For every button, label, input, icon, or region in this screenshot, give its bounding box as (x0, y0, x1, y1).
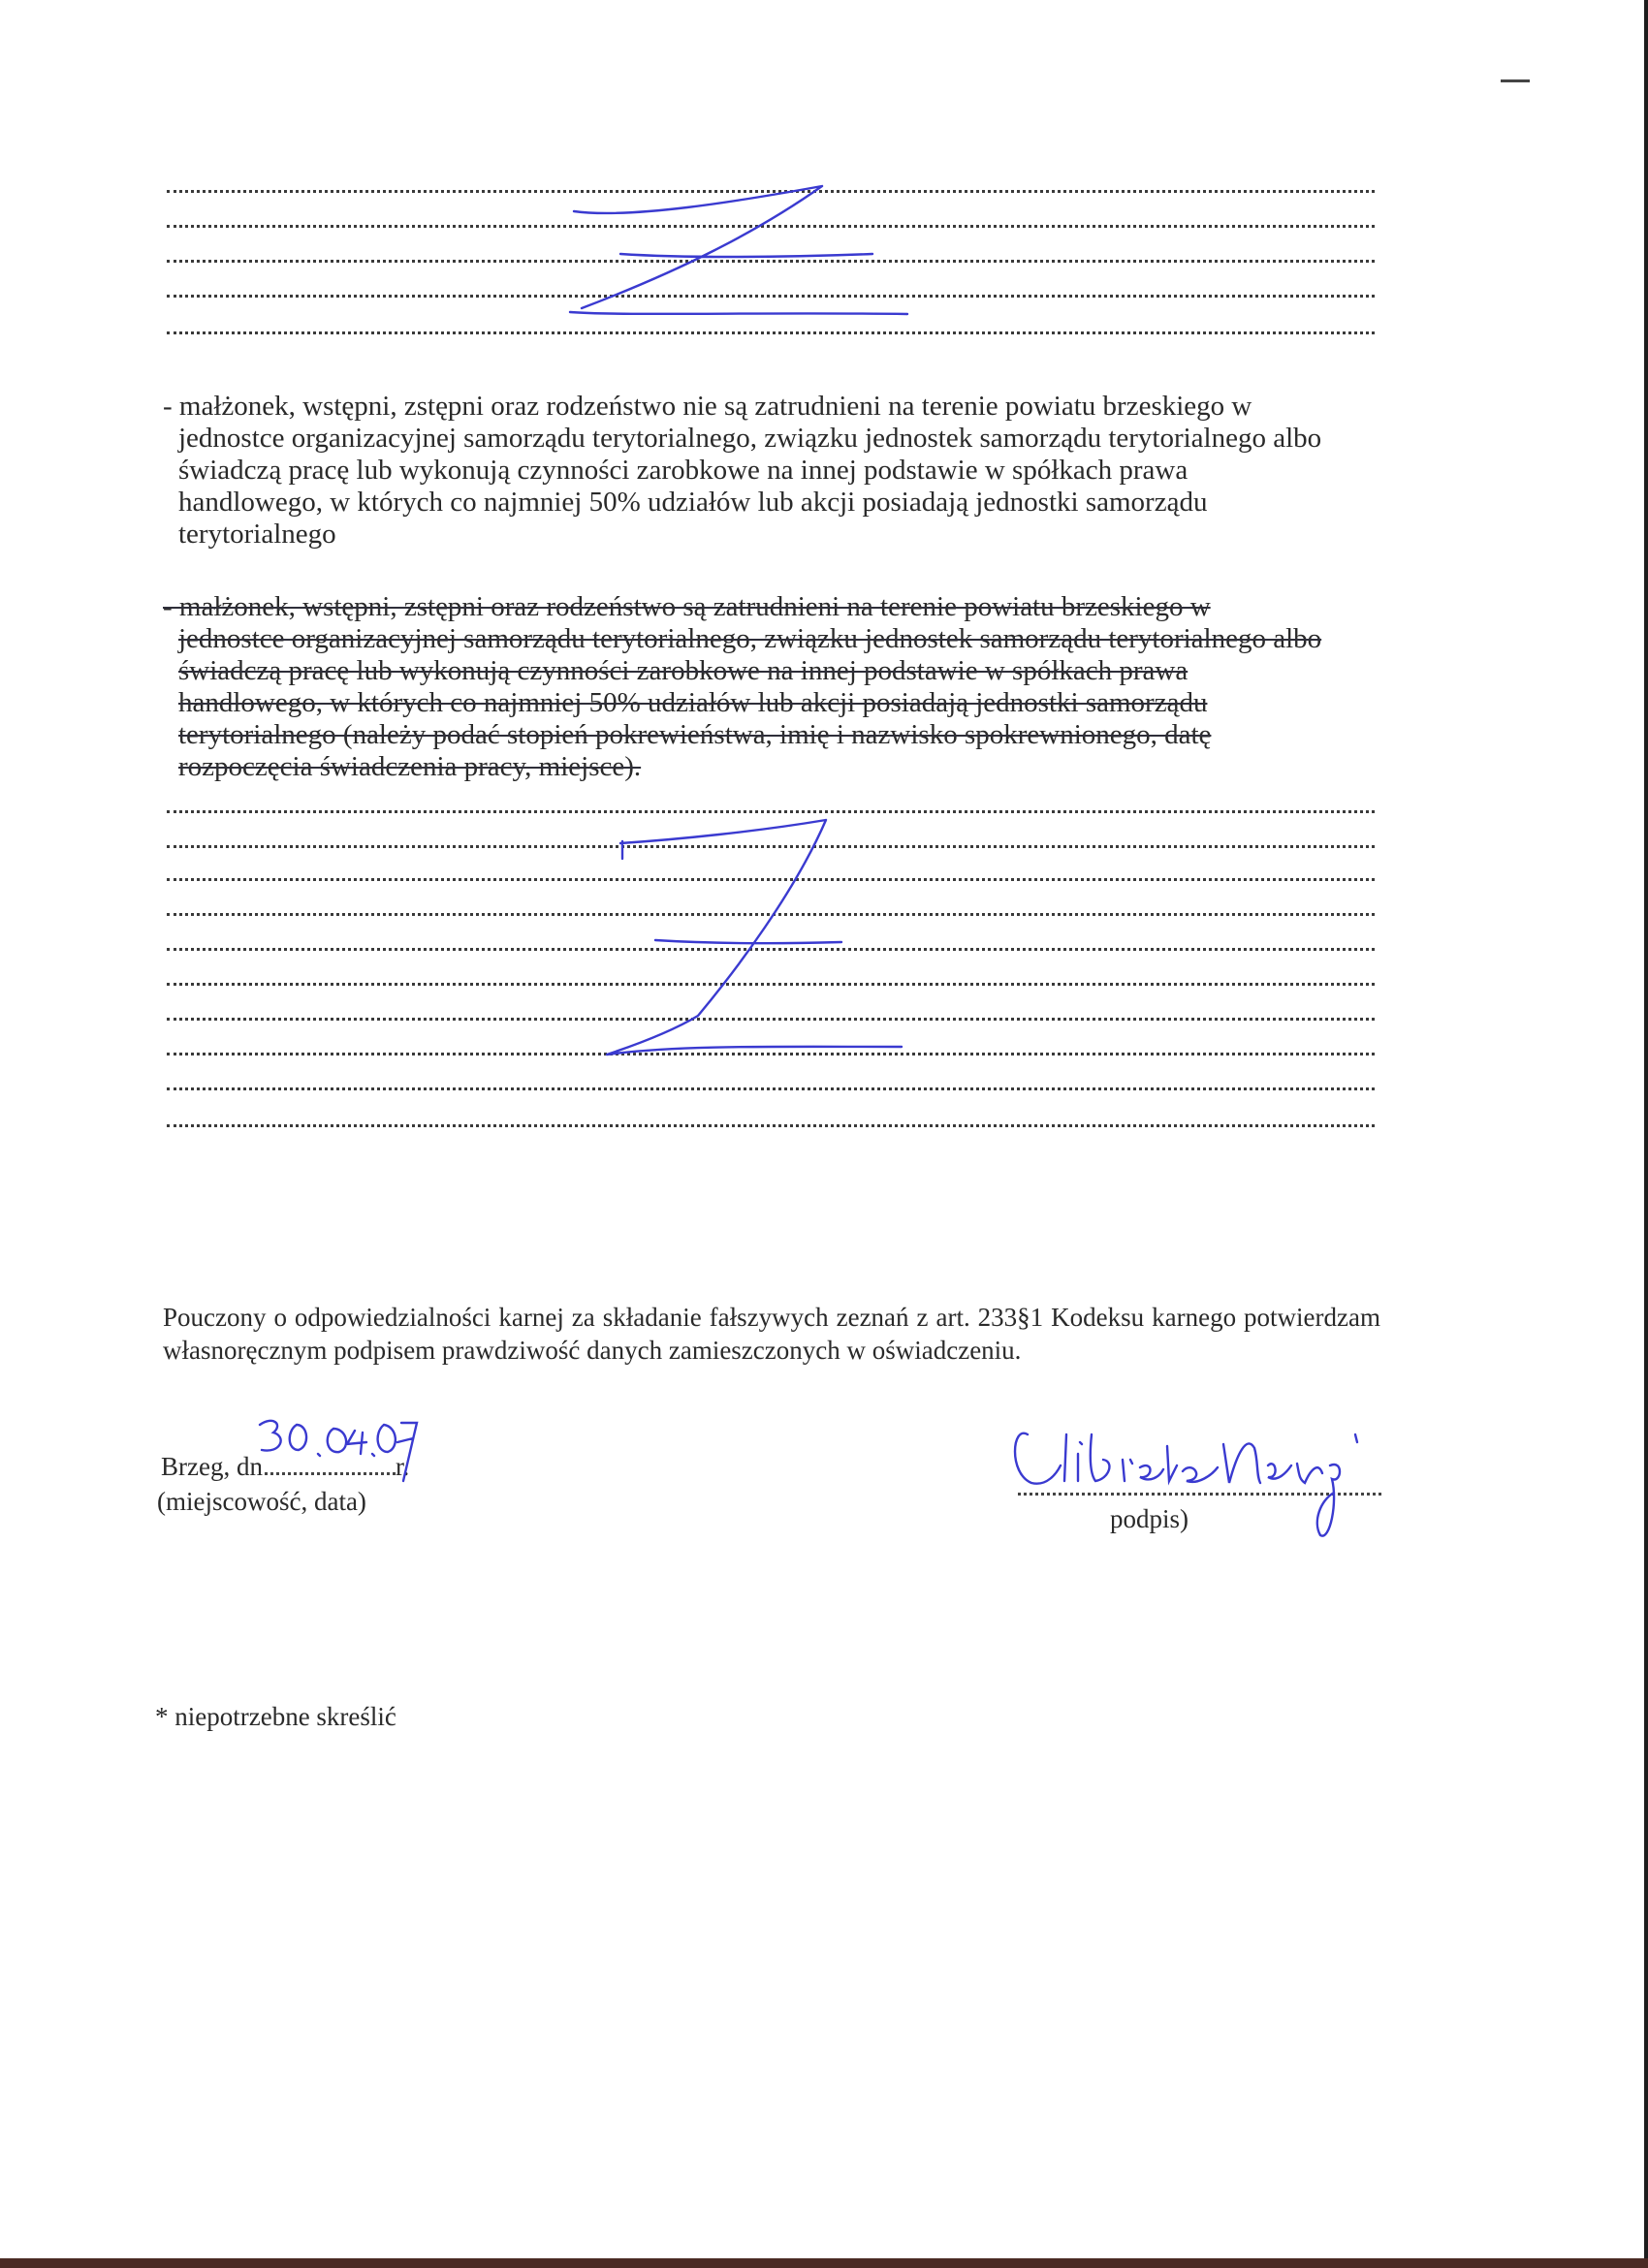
signature-caption: podpis) (1110, 1504, 1188, 1533)
dotted-line (167, 1124, 1375, 1127)
dotted-line (167, 983, 1375, 986)
statement-line: handlowego, w których co najmniej 50% udziałów lub akcji posiadają jednostki samorządu (178, 687, 1208, 718)
place-date-field (161, 1452, 409, 1482)
statement-employed-struck (163, 591, 1394, 783)
date-dotted-blank (265, 1472, 396, 1475)
dotted-line (167, 225, 1375, 228)
dotted-line (167, 845, 1375, 848)
place-label: Brzeg, dn (161, 1452, 263, 1481)
dotted-line (167, 295, 1375, 298)
perjury-declaration: Pouczony o odpowiedzialności karnej za składanie fałszywych zeznań z art. 233§1 Kodeksu karnego potwierdzam własnoręcznym podpisem prawdziwość danych zamieszczonych w oświadczeniu. (163, 1303, 1380, 1365)
statement-line: terytorialnego (178, 519, 336, 550)
scan-mark (1501, 79, 1530, 82)
statement-not-employed (163, 391, 1394, 551)
place-date-caption: (miejscowość, data) (157, 1487, 366, 1516)
statement-line: terytorialnego (należy podać stopień pokrewieństwa, imię i nazwisko spokrewnionego, datę (178, 719, 1212, 750)
dotted-line (167, 1018, 1375, 1021)
signature-dotted-blank (1018, 1493, 1381, 1496)
dotted-line (167, 948, 1375, 951)
dotted-line (167, 331, 1375, 334)
dotted-line (167, 260, 1375, 263)
statement-line: jednostce organizacyjnej samorządu terytorialnego, związku jednostek samorządu terytorialnego albo (178, 423, 1322, 454)
scan-edge-right (1644, 0, 1648, 2268)
statement-line: świadczą pracę lub wykonują czynności zarobkowe na innej podstawie w spółkach prawa (178, 455, 1188, 486)
place-suffix: r. (395, 1452, 410, 1481)
statement-line: rozpoczęcia świadczenia pracy, miejsce). (178, 751, 642, 782)
dotted-line (167, 1087, 1375, 1090)
statement-line: - małżonek, wstępni, zstępni oraz rodzeństwo nie są zatrudnieni na terenie powiatu brzeskiego w (163, 391, 1252, 422)
dotted-line (167, 190, 1375, 193)
statement-line: handlowego, w których co najmniej 50% udziałów lub akcji posiadają jednostki samorządu (178, 487, 1208, 518)
scan-edge-bottom (0, 2258, 1648, 2268)
dotted-line (167, 878, 1375, 881)
statement-line: - małżonek, wstępni, zstępni oraz rodzeństwo są zatrudnieni na terenie powiatu brzeskiego w (163, 591, 1211, 622)
footnote: * niepotrzebne skreślić (155, 1702, 396, 1731)
dotted-line (167, 810, 1375, 813)
statement-line: świadczą pracę lub wykonują czynności zarobkowe na innej podstawie w spółkach prawa (178, 655, 1188, 686)
statement-line: jednostce organizacyjnej samorządu terytorialnego, związku jednostek samorządu terytorialnego albo (178, 623, 1322, 654)
dotted-line (167, 913, 1375, 916)
dotted-line (167, 1053, 1375, 1055)
